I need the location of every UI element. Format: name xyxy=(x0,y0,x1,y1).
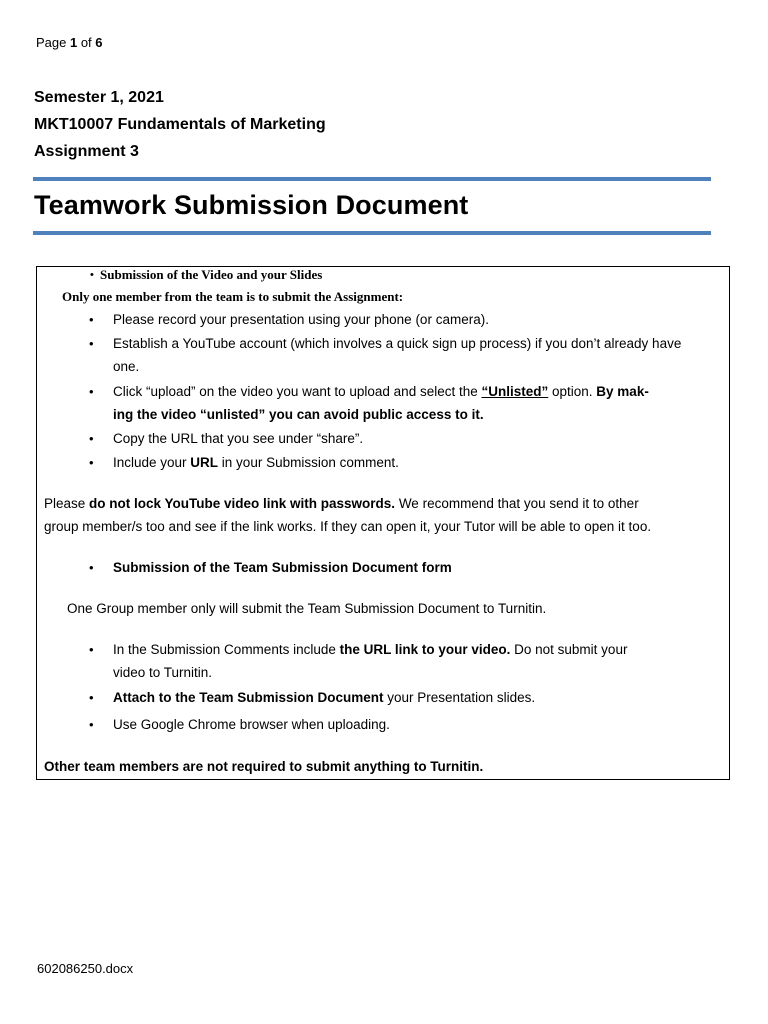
include-text: Include your xyxy=(113,455,191,470)
page-current: 1 xyxy=(69,35,78,50)
bullet: • xyxy=(89,336,94,351)
url-bold: URL xyxy=(190,455,219,470)
recommend-text: We recommend that you send it to other xyxy=(395,496,639,511)
bullet-youtube-line1: Establish a YouTube account (which involves a quick sign up process) if you don’t already have xyxy=(113,336,682,351)
title-rule-top xyxy=(33,177,711,181)
attach-bold: Attach to the Team Submission Document xyxy=(113,690,384,705)
upload-bold: By mak- xyxy=(596,384,649,399)
comments-text: In the Submission Comments include xyxy=(113,642,340,657)
password-warning: do not lock YouTube video link with passwords. xyxy=(89,496,396,511)
do-not-submit-text: Do not submit your xyxy=(510,642,628,657)
include-post: in your Submission comment. xyxy=(218,455,399,470)
bullet-copy-url: Copy the URL that you see under “share”. xyxy=(113,431,364,446)
page-prefix: Page xyxy=(36,35,70,50)
document-title: Teamwork Submission Document xyxy=(34,190,469,220)
title-rule-bottom xyxy=(33,231,711,235)
bullet-comments-line2: video to Turnitin. xyxy=(113,665,213,680)
bullet-attach xyxy=(113,686,535,709)
bullet-chrome: Use Google Chrome browser when uploading. xyxy=(113,717,390,732)
bullet: • xyxy=(90,269,94,281)
unlisted-option: “Unlisted” xyxy=(481,384,549,399)
bullet: • xyxy=(89,717,94,732)
page-of: of xyxy=(77,35,96,50)
bullet: • xyxy=(89,312,94,327)
bullet-upload-line1 xyxy=(113,380,649,403)
bullet-upload-line2: ing the video “unlisted” you can avoid public access to it. xyxy=(113,407,484,422)
upload-mid: option. xyxy=(548,384,597,399)
unit-line: MKT10007 Fundamentals of Marketing xyxy=(34,116,326,133)
footer-filename: 602086250.docx xyxy=(37,961,134,976)
semester-line: Semester 1, 2021 xyxy=(34,89,164,106)
bullet: • xyxy=(89,455,94,470)
bullet: • xyxy=(89,431,94,446)
password-paragraph-line1 xyxy=(44,492,639,515)
final-note: Other team members are not required to submit anything to Turnitin. xyxy=(44,759,484,774)
url-link-bold: the URL link to your video. xyxy=(339,642,511,657)
instructions-box xyxy=(36,266,730,780)
page-number xyxy=(36,35,103,50)
bullet: • xyxy=(89,642,94,657)
form-heading: Submission of the Team Submission Document form xyxy=(113,560,452,575)
please-text: Please xyxy=(44,496,90,511)
bullet-record: Please record your presentation using your phone (or camera). xyxy=(113,312,489,327)
bullet-comments-line1 xyxy=(113,638,627,661)
bullet-youtube-line2: one. xyxy=(113,359,140,374)
bullet: • xyxy=(89,384,94,399)
bullet: • xyxy=(89,690,94,705)
attach-post: your Presentation slides. xyxy=(383,690,536,705)
only-one-line: Only one member from the team is to submit the Assignment: xyxy=(62,289,404,304)
password-paragraph-line2: group member/s too and see if the link works. If they can open it, your Tutor will be able to open it too. xyxy=(44,519,652,534)
bullet-include-url xyxy=(113,451,399,474)
upload-text: Click “upload” on the video you want to upload and select the xyxy=(113,384,482,399)
bullet: • xyxy=(89,560,94,575)
assignment-line: Assignment 3 xyxy=(34,143,139,160)
page-total: 6 xyxy=(95,35,103,50)
one-member-paragraph: One Group member only will submit the Team Submission Document to Turnitin. xyxy=(67,601,547,616)
video-heading: Submission of the Video and your Slides xyxy=(100,267,323,282)
